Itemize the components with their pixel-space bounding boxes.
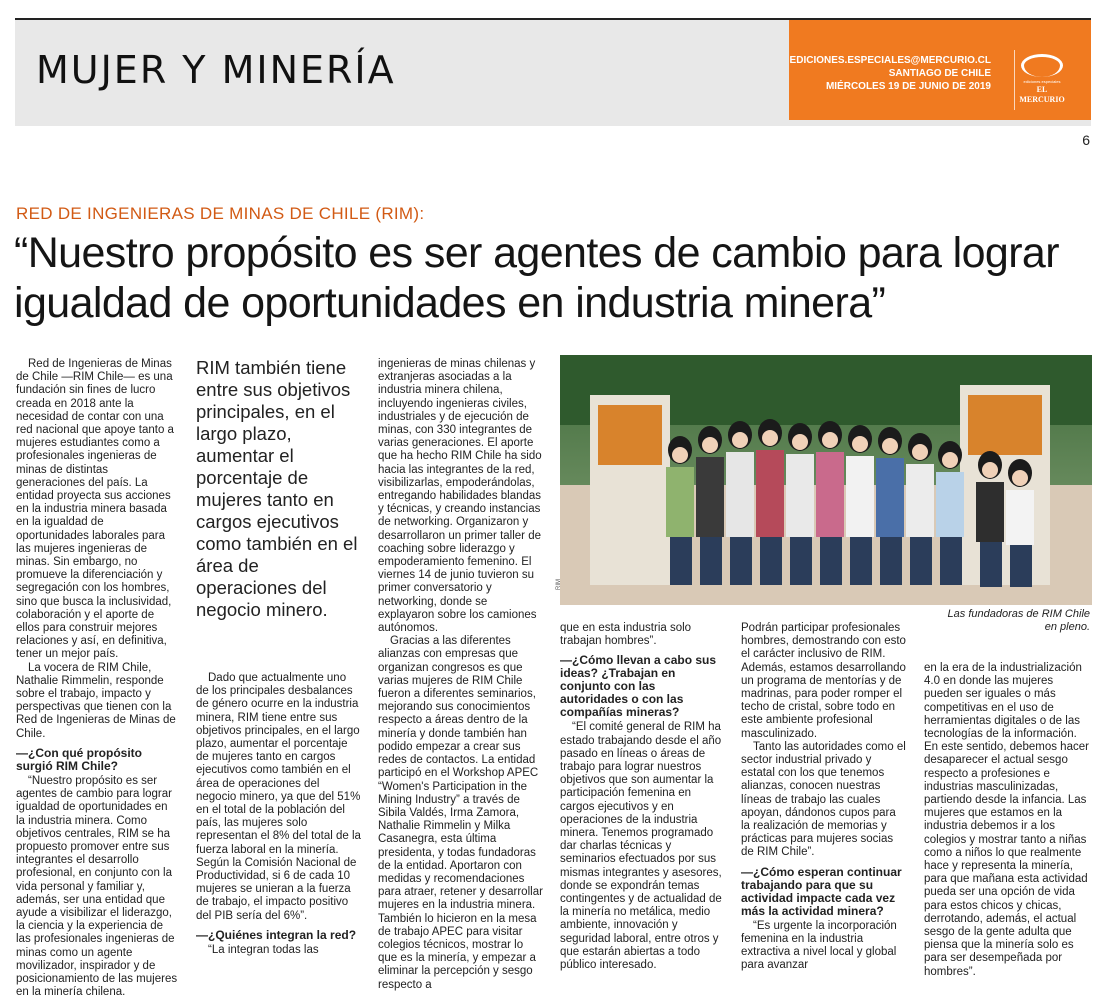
el-mercurio-logo <box>1014 50 1069 110</box>
logo-name: EL MERCURIO <box>1019 85 1065 104</box>
section-title: MUJER Y MINERÍA <box>36 48 396 92</box>
city-line: SANTIAGO DE CHILE <box>888 68 991 79</box>
masthead-info <box>790 54 991 93</box>
article-column-1 <box>16 358 179 999</box>
masthead-info-box <box>789 20 1091 120</box>
article-kicker: RED DE INGENIERAS DE MINAS DE CHILE (RIM): <box>16 204 425 223</box>
interview-question: —¿Quiénes integran la red? <box>196 927 357 942</box>
paragraph: Red de Ingenieras de Minas de Chile —RIM Chile— es una fundación sin fines de lucro creada en 2018 ante la necesidad de contar con una red nacional que apoye tanto a mujeres estudiantes como a profesionales ingenieras de minas de distintas generaciones del país. La entidad proyecta sus acciones en la industria minera basada en la igualdad de oportunidades laborales para las mujeres ingenieras de minas. Sin embargo, no promueve la diferenciación y segregación con los hombres, sino que busca la inclusividad, colaboración y el aporte de ellos para construir mejores relaciones y así, en definitiva, tener un mejor país. <box>16 358 174 661</box>
contact-email[interactable]: EDICIONES.ESPECIALES@MERCURIO.CL <box>789 55 991 66</box>
paragraph: Tanto las autoridades como el sector industrial privado y estatal con los que tenemos alianzas, conocen nuestras líneas de trabajo las cuales apoyan, dándonos cupos para la realización de memorias y prácticas para mujeres socias de RIM Chile”. <box>741 740 906 859</box>
interview-question: —¿Cómo llevan a cabo sus ideas? ¿Trabajan en conjunto con las autoridades o con las compañías mineras? <box>560 653 717 720</box>
article-column-5 <box>741 622 906 972</box>
paragraph: “La integran todas las <box>208 943 319 956</box>
page-number: 6 <box>1082 132 1090 148</box>
paragraph: La vocera de RIM Chile, Nathalie Rimmelin, responde sobre el trabajo, impacto y perspectivas que tienen con la Red de Ingenieras de Minas de Chile. <box>16 661 176 740</box>
interview-question: —¿Cómo esperan continuar trabajando para que su actividad impacte cada vez más la actividad minera? <box>741 864 902 918</box>
logo-arc-icon <box>1021 54 1063 77</box>
paragraph: en la era de la industrialización 4.0 en donde las mujeres pueden ser iguales o más competitivas en el uso de herramientas digitales o de las tecnologías de la información. En este sentido, debemos hacer desaparecer el actual sesgo respecto a profesiones e industrias masculinizadas, partiendo desde la infancia. Las mujeres que estamos en la industria debemos ir a los colegios y mostrar tanto a niñas como a niños lo que realmente hace y representa la minería, para que mañana esta actividad pueda ser una opción de vida para estos chicos y chicas, derrotando, además, el actual sesgo de la gente adulta que piensa que la minería solo es para ser desempeñada por hombres”. <box>924 662 1089 978</box>
paragraph: ingenieras de minas chilenas y extranjeras asociadas a la industria minera chilena, incluyendo ingenieras civiles, industriales y de ejecución de minas, con 330 integrantes de varias generaciones. El aporte que ha hecho RIM Chile ha sido hacia las integrantes de la red, visibilizarlas, empoderándolas, entregando habilidades blandas y técnicas, y creando instancias de networking. Organizaron y desarrollaron un primer taller de coaching sobre liderazgo y empoderamiento femenino. El viernes 14 de junio tuvieron su primer conversatorio y networking, donde se explayaron sobre los camiones autónomos. <box>378 358 542 635</box>
article-column-4 <box>560 622 725 972</box>
article-photo <box>560 355 1092 605</box>
photo-credit: RIM <box>556 579 562 590</box>
paragraph: Podrán participar profesionales hombres, demostrando con esto el carácter inclusivo de RIM. Además, estamos desarrollando un programa de mentorías y de madrinas, para poder romper el techo de cristal, sobre todo en este ambiente profesional masculinizado. <box>741 622 906 740</box>
paragraph: “Es urgente la incorporación femenina en la industria extractiva a nivel local y global para avanzar <box>741 919 897 972</box>
article-column-6 <box>924 662 1092 979</box>
logo-subtitle: ediciones especiales <box>1023 79 1061 84</box>
article-column-3 <box>378 358 543 992</box>
paragraph: “El comité general de RIM ha estado trabajando desde el año pasado en líneas o áreas de trabajo para lograr nuestros objetivos que son aumentar la participación femenina en cargos ejecutivos y en operaciones de la industria minera. Tenemos programado dar charlas técnicas y seminarios efectuados por sus mismas integrantes y asesores, donde se expondrán temas contingentes y de actualidad de la minería no metálica, medio ambiente, innovación y seguridad laboral, entre otros y que estarán abiertas a todo público interesado. <box>560 721 722 972</box>
paragraph: Gracias a las diferentes alianzas con empresas que organizan congresos es que varias mujeres de RIM Chile fueron a diferentes seminarios, mejorando sus conocimientos respecto a áreas dentro de la minería y donde también han podido empezar a crear sus redes de contactos. La entidad participó en el Workshop APEC “Women's Participation in the Mining Industry” a través de Sibila Valdés, Irma Zamora, Nathalie Rimmelin y Milka Casanegra, esta última presidenta, y todas fundadoras de la entidad. Aportaron con medidas y recomendaciones para atraer, retener y desarrollar mujeres en la industria minera. También lo hicieron en la mesa de trabajo APEC para visitar colegios técnicos, mostrar lo que es la minería, y empezar a eliminar la percepción y sesgo respecto a <box>378 635 543 991</box>
pull-quote: RIM también tiene entre sus objetivos principales, en el largo plazo, aumentar el porcentaje de mujeres tanto en cargos ejecutivos como también en el área de operaciones del negocio minero. <box>196 357 358 620</box>
photo-caption: Las fundadoras de RIM Chile en pleno. <box>947 608 1090 633</box>
paragraph: “Nuestro propósito es ser agentes de cambio para lograr igualdad de oportunidades en la industria minera. Como objetivos centrales, RIM se ha propuesto promover entre sus integrantes el desarrollo profesional, en conjunto con la vida personal y familiar y, además, ser una entidad que ayude a visibilizar el liderazgo, la ciencia y la experiencia de las profesionales ingenieras de minas como un agente movilizador, inspirador y de posicionamiento de las mujeres en la minería chilena. <box>16 774 178 999</box>
date-line: MIÉRCOLES 19 DE JUNIO DE 2019 <box>825 81 991 92</box>
article-column-2 <box>196 672 362 957</box>
paragraph: que en esta industria solo trabajan hombres”. <box>560 622 692 648</box>
interview-question: —¿Con qué propósito surgió RIM Chile? <box>16 745 142 773</box>
group-photo-image <box>560 355 1092 605</box>
paragraph: Dado que actualmente uno de los principales desbalances de género ocurre en la industria minera, RIM tiene entre sus objetivos principales, en el largo plazo, aumentar el porcentaje de mujeres tanto en cargos ejecutivos como también en el área de operaciones del negocio minero, ya que del 51% en el total de la población del país, las mujeres solo representan el 8% del total de la fuerza laboral en la minería. Según la Comisión Nacional de Productividad, si 6 de cada 10 mujeres se unieran a la fuerza de trabajo, el impacto positivo del PIB sería del 6%”. <box>196 672 361 922</box>
article-headline: “Nuestro propósito es ser agentes de cambio para lograr igualdad de oportunidades en industria minera” <box>14 229 1059 327</box>
